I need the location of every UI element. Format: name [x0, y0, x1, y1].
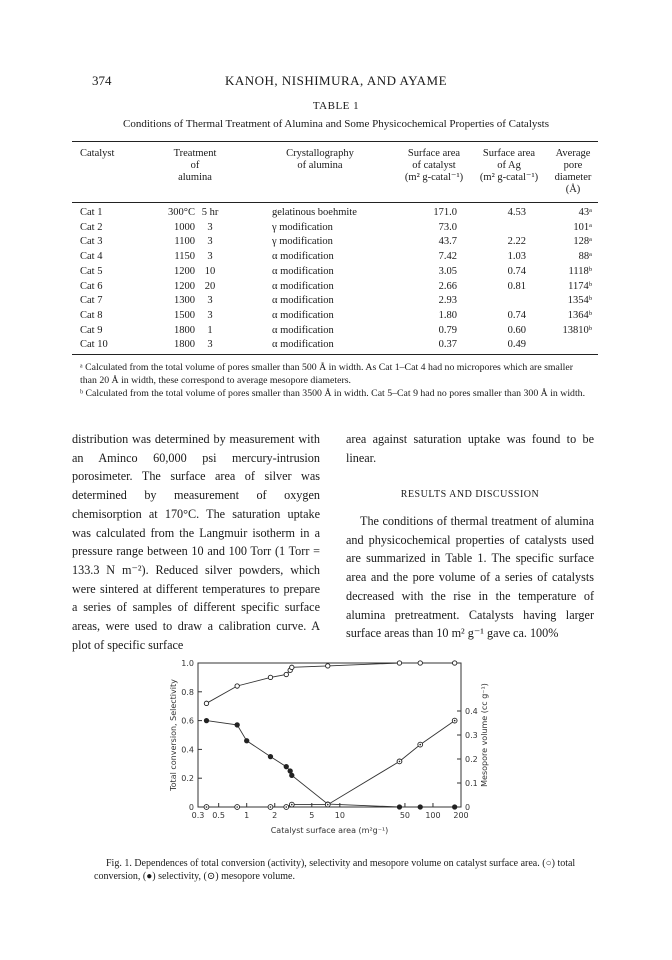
table-cell-sa_cat: 1.80: [438, 309, 457, 321]
table-cell-cryst: γ modification: [272, 236, 333, 248]
series-curve-1: [207, 721, 455, 807]
selectivity-point: [268, 754, 272, 758]
y-left-tick-label: 0.4: [181, 745, 194, 755]
x-tick-label: 0.5: [212, 811, 226, 820]
table-cell-sa_ag: 4.53: [507, 207, 526, 218]
table-cell-hours: 1: [207, 324, 213, 336]
conversion-point: [452, 661, 456, 665]
x-tick-label: 50: [399, 811, 411, 820]
series-curve-0: [207, 663, 455, 703]
y-right-tick-label: 0.3: [465, 731, 478, 740]
table-cell-sa_cat: 0.79: [438, 324, 457, 336]
table-cell-sa_ag: 0.49: [507, 339, 526, 351]
table-cell-temp: 1000: [174, 221, 195, 233]
table-cell-catalyst: Cat 1: [80, 207, 103, 218]
table-cell-temp: 1500: [174, 309, 195, 321]
table-header-rule: [72, 202, 598, 203]
header-catalyst: Catalyst: [80, 148, 115, 159]
table-cell-cryst: α modification: [272, 324, 334, 336]
mesopore-point-center: [285, 806, 287, 808]
conversion-point: [418, 661, 422, 665]
table-cell-sa_ag: 0.74: [507, 265, 526, 277]
x-tick-label: 0.3: [191, 811, 205, 820]
x-tick-label: 2: [272, 811, 278, 820]
mesopore-point-center: [291, 804, 293, 806]
y-left-axis-label: Total conversion, Selectivity: [169, 679, 178, 791]
right-column-body-text: The conditions of thermal treatment of alumina and physicochemical properties of catalysts used are summarized in Table 1. The specific surface area and the pore volume of a series of catalysts decreased with the rise in the temperature of alumina pretreatment. Catalysts having larger surface areas than 10 m² g⁻¹ gave ca. 100%: [346, 514, 594, 641]
x-tick-label: 1: [244, 811, 250, 820]
table-cell-sa_cat: 2.66: [438, 280, 457, 292]
table-cell-hours: 3: [207, 221, 213, 233]
selectivity-point: [288, 769, 292, 773]
table-cell-temp: 300°C: [168, 207, 195, 218]
conversion-point: [326, 664, 330, 668]
selectivity-point: [235, 723, 239, 727]
table-cell-cryst: α modification: [272, 280, 334, 292]
x-tick-label: 10: [334, 811, 345, 820]
table-cell-catalyst: Cat 5: [80, 265, 103, 277]
figure-caption: Fig. 1. Dependences of total conversion (activity), selectivity and mesopore volume on catalyst surface area. (○) total conversion, (●) selectivity, (⊙) mesopore volume.: [94, 858, 576, 882]
table-cell-catalyst: Cat 8: [80, 309, 103, 321]
table-cell-sa_ag: 0.74: [507, 309, 526, 321]
table-cell-temp: 1300: [174, 295, 195, 307]
table-bottom-rule: [72, 354, 598, 355]
section-heading: RESULTS AND DISCUSSION: [400, 489, 540, 500]
table-cell-sa_ag: 0.81: [507, 280, 526, 292]
table-cell-sa_cat: 171.0: [433, 207, 457, 218]
chart-labels: [169, 659, 489, 835]
table-cell-temp: 1100: [174, 236, 195, 248]
table-cell-hours: 3: [207, 295, 213, 307]
table-cell-hours: 20: [204, 280, 216, 292]
table-top-rule: [72, 141, 598, 142]
left-column-text: distribution was determined by measurement with an Aminco 60,000 psi mercury-intrusion porosimeter. The surface area of silver was determined by measurement of oxygen chemisorption at 170°C. The saturation uptake was calculated from the Langmuir isotherm in a pressure range between 10 and 100 Torr (1 Torr = 133.3 N m⁻²). Reduced silver powders, which were sintered at different temperatures to prepare a series of samples of different specific surface areas, were used to draw a calibration curve. A plot of specific surface: [72, 432, 320, 652]
table-cell-sa_cat: 3.05: [438, 265, 457, 277]
table-cell-pore: 88ᵃ: [578, 251, 592, 263]
table-cell-sa_cat: 0.37: [438, 339, 457, 351]
right-column-top-text: area against saturation uptake was found to be linear.: [346, 432, 594, 465]
conversion-point: [290, 665, 294, 669]
mesopore-point-center: [206, 806, 208, 808]
selectivity-point: [452, 805, 456, 809]
page-number: 374: [92, 73, 112, 88]
table-cell-cryst: α modification: [272, 265, 334, 277]
mesopore-point-center: [454, 720, 456, 722]
selectivity-point: [397, 805, 401, 809]
mesopore-point-center: [270, 806, 272, 808]
table-cell-cryst: γ modification: [272, 221, 333, 233]
y-right-tick-label: 0.4: [465, 707, 478, 716]
table-cell-hours: 10: [204, 265, 216, 277]
table-cell-cryst: α modification: [272, 309, 334, 321]
table-cell-hours: 3: [207, 236, 213, 248]
y-left-tick-label: 0: [188, 803, 194, 812]
table-cell-pore: 128ᵃ: [573, 236, 592, 248]
table-cell-catalyst: Cat 7: [80, 295, 103, 307]
x-tick-label: 100: [425, 811, 441, 820]
table-cell-hours: 3: [207, 309, 213, 321]
selectivity-point: [244, 739, 248, 743]
y-right-tick-label: 0.1: [465, 779, 478, 788]
table-label: TABLE 1: [312, 100, 360, 112]
series-curve-2: [207, 721, 455, 807]
table-footnote-b: ᵇ Calculated from the total volume of pores smaller than 3500 Å in width. Cat 5–Cat 9 had no pores smaller than 300 Å in width.: [80, 388, 586, 399]
selectivity-point: [204, 718, 208, 722]
table-cell-cryst: α modification: [272, 295, 334, 307]
table-cell-temp: 1150: [174, 251, 195, 263]
running-head: KANOH, NISHIMURA, AND AYAME: [224, 73, 448, 88]
header-treatment: Treatment of alumina: [173, 148, 217, 183]
header-surface-area-ag: Surface area of Ag (m² g-catal⁻¹): [479, 148, 539, 183]
table-cell-hours: 3: [207, 251, 213, 263]
table-cell-catalyst: Cat 10: [80, 339, 108, 351]
table-caption: Conditions of Thermal Treatment of Alumina and Some Physicochemical Properties of Catalysts: [123, 118, 549, 130]
y-right-tick-label: 0: [465, 803, 471, 812]
table-cell-catalyst: Cat 9: [80, 324, 103, 336]
table-cell-temp: 1200: [174, 265, 195, 277]
table-cell-catalyst: Cat 2: [80, 221, 103, 233]
y-left-tick-label: 0.2: [181, 774, 194, 784]
table-cell-sa_ag: 2.22: [507, 236, 526, 248]
table-cell-sa_ag: 1.03: [507, 251, 526, 263]
figure-1-chart: [150, 655, 490, 845]
table-cell-cryst: gelatinous boehmite: [272, 207, 357, 218]
selectivity-point: [284, 764, 288, 768]
table-cell-sa_cat: 7.42: [438, 251, 457, 263]
conversion-point: [204, 701, 208, 705]
chart-trend-curves: [207, 663, 455, 807]
table-cell-pore: 43ᵃ: [578, 207, 592, 218]
table-cell-pore: 13810ᵇ: [562, 324, 592, 336]
mesopore-point-center: [399, 761, 401, 763]
table-cell-cryst: α modification: [272, 251, 334, 263]
table-cell-catalyst: Cat 6: [80, 280, 103, 292]
table-cell-pore: 101ᵃ: [573, 221, 592, 233]
selectivity-point: [290, 773, 294, 777]
table-cell-pore: 1364ᵇ: [567, 309, 592, 321]
table-cell-hours: 5 hr: [201, 207, 219, 218]
header-pore-diameter: Average pore diameter (Å): [554, 148, 592, 195]
mesopore-point-center: [327, 804, 329, 806]
table-cell-pore: 1118ᵇ: [568, 265, 592, 277]
x-tick-label: 200: [453, 811, 469, 820]
table-cell-cryst: α modification: [272, 339, 334, 351]
y-right-tick-label: 0.2: [465, 755, 478, 764]
table-cell-temp: 1800: [174, 339, 195, 351]
table-cell-pore: 1354ᵇ: [567, 295, 592, 307]
mesopore-point-center: [419, 744, 421, 746]
table-cell-sa_cat: 73.0: [438, 221, 457, 233]
header-surface-area-catalyst: Surface area of catalyst (m² g-catal⁻¹): [404, 148, 464, 183]
table-cell-catalyst: Cat 4: [80, 251, 103, 263]
table-footnote-a: ᵃ Calculated from the total volume of pores smaller than 500 Å in width. As Cat 1–Cat 4 had no micropores which are smaller than 20 Å in width, these correspond to average mesopore diameters.: [80, 362, 573, 386]
y-left-tick-label: 1.0: [181, 659, 194, 668]
x-tick-label: 5: [309, 811, 315, 820]
conversion-point: [284, 672, 288, 676]
header-crystallography: Crystallography of alumina: [286, 148, 354, 171]
y-left-tick-label: 0.8: [181, 687, 194, 697]
table-cell-temp: 1200: [174, 280, 195, 292]
table-cell-sa_ag: 0.60: [507, 324, 526, 336]
table-cell-pore: 1174ᵇ: [568, 280, 592, 292]
chart-points: [204, 661, 457, 810]
selectivity-point: [418, 805, 422, 809]
conversion-point: [268, 675, 272, 679]
table-cell-catalyst: Cat 3: [80, 236, 103, 248]
y-left-tick-label: 0.6: [181, 716, 194, 726]
conversion-point: [397, 661, 401, 665]
conversion-point: [235, 684, 239, 688]
table-cell-hours: 3: [207, 339, 213, 351]
mesopore-point-center: [236, 806, 238, 808]
y-right-axis-label: Mesopore volume (cc g⁻¹): [480, 683, 489, 787]
table-cell-sa_cat: 43.7: [438, 236, 457, 248]
x-axis-label: Catalyst surface area (m²g⁻¹): [270, 826, 389, 835]
table-cell-sa_cat: 2.93: [438, 295, 457, 307]
table-cell-temp: 1800: [174, 324, 195, 336]
